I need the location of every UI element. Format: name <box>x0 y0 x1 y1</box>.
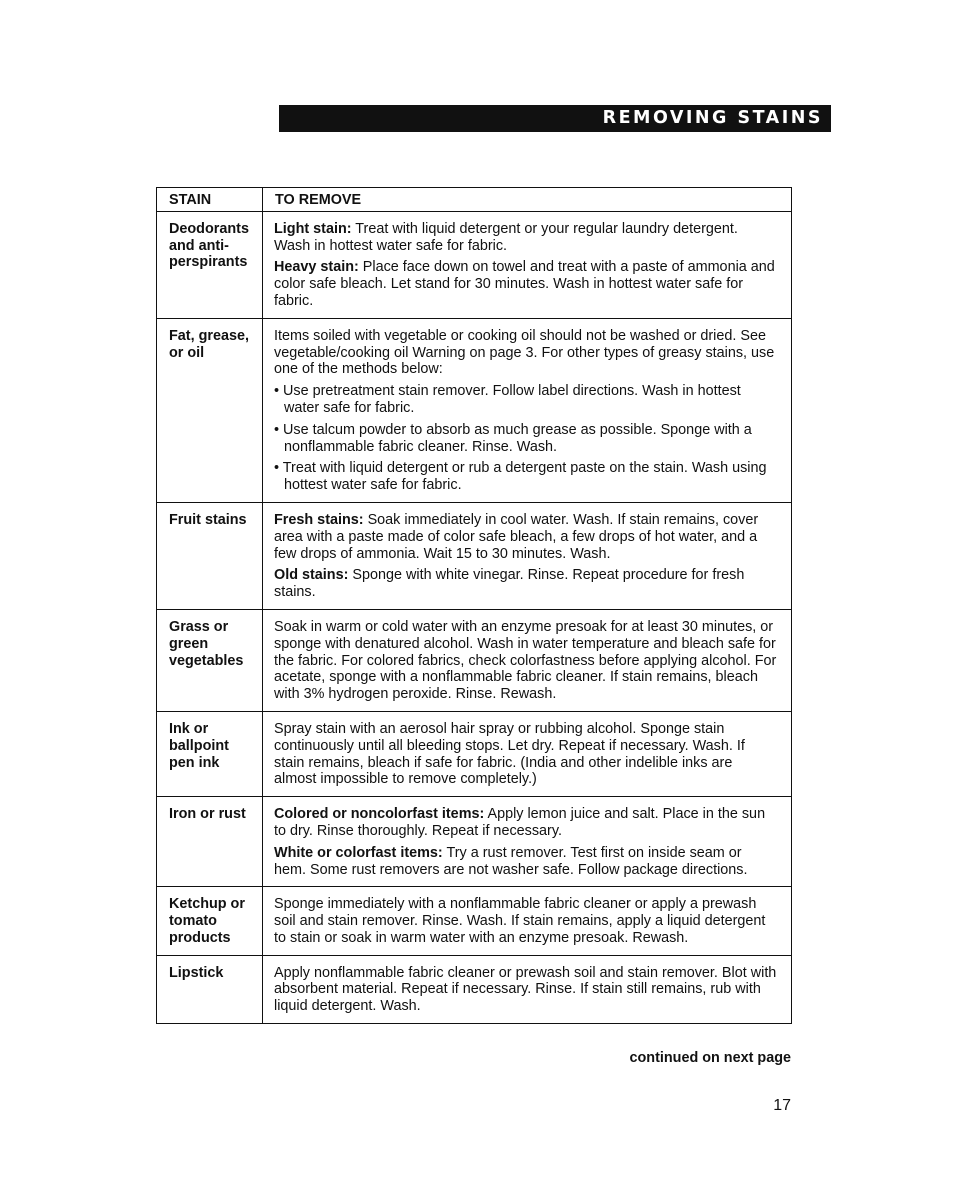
stain-removal-table <box>156 187 792 1024</box>
instruction-text: Try a rust remover. Test first on inside seam or hem. Some rust removers are not washer safe. Follow package directions. <box>274 844 748 878</box>
removal-instructions <box>263 502 792 609</box>
removal-instructions <box>263 887 792 955</box>
instruction-text: • Use talcum powder to absorb as much grease as possible. Sponge with a nonflammable fabric cleaner. Rinse. Wash. <box>274 421 752 455</box>
instruction-paragraph <box>274 383 777 417</box>
continued-note: continued on next page <box>629 1050 791 1066</box>
instruction-lead: Fresh stains: <box>274 511 364 528</box>
table-row <box>157 887 792 955</box>
instruction-paragraph <box>274 567 777 601</box>
instruction-text: Treat with liquid detergent or your regular laundry detergent. Wash in hottest water safe for fabric. <box>274 220 738 254</box>
instruction-text: Soak in warm or cold water with an enzyme presoak for at least 30 minutes, or sponge with denatured alcohol. Wash in water temperature and bleach safe for the fabric. For colored fabrics, check colorfastness before applying alcohol. For acetate, sponge with a nonflammable fabric cleaner. If stain remains, bleach with 3% hydrogen peroxide. Rinse. Rewash. <box>274 618 777 703</box>
instruction-paragraph <box>274 619 777 703</box>
table-row <box>157 711 792 796</box>
instruction-paragraph <box>274 512 777 562</box>
table-body <box>157 211 792 1023</box>
stain-name: Ink or ballpoint pen ink <box>157 711 263 796</box>
instruction-paragraph <box>274 721 777 788</box>
instruction-lead: Old stains: <box>274 567 349 584</box>
instruction-paragraph <box>274 845 777 879</box>
instruction-paragraph <box>274 328 777 378</box>
table-row <box>157 502 792 609</box>
instruction-text: Place face down on towel and treat with a paste of ammonia and color safe bleach. Let stand for 30 minutes. Wash in hottest water safe for fabric. <box>274 259 775 309</box>
stain-name: Lipstick <box>157 955 263 1023</box>
instruction-text: • Treat with liquid detergent or rub a detergent paste on the stain. Wash using hottest water safe for fabric. <box>274 460 767 494</box>
instruction-text: • Use pretreatment stain remover. Follow label directions. Wash in hottest water safe for fabric. <box>274 383 741 416</box>
stain-name: Ketchup or tomato products <box>157 887 263 955</box>
instruction-lead: Heavy stain: <box>274 259 359 276</box>
instruction-paragraph <box>274 896 777 946</box>
removal-instructions <box>263 955 792 1023</box>
instruction-lead: Light stain: <box>274 220 352 237</box>
instruction-paragraph <box>274 460 777 494</box>
table-row <box>157 955 792 1023</box>
stain-name: Grass or green vegetables <box>157 609 263 711</box>
section-title-banner: REMOVING STAINS <box>279 105 831 132</box>
stain-name: Iron or rust <box>157 797 263 887</box>
removal-instructions <box>263 318 792 502</box>
table-row <box>157 211 792 318</box>
instruction-text: Soak immediately in cool water. Wash. If stain remains, cover area with a paste made of color safe bleach, a few drops of hot water, and a few drops of ammonia. Wait 15 to 30 minutes. Wash. <box>274 511 759 562</box>
page-number: 17 <box>773 1097 791 1114</box>
instruction-paragraph <box>274 806 777 840</box>
table-row <box>157 797 792 887</box>
instruction-paragraph <box>274 422 777 456</box>
stain-name: Fruit stains <box>157 502 263 609</box>
removal-instructions <box>263 797 792 887</box>
column-header-stain: STAIN <box>157 188 263 212</box>
instruction-text: Sponge with white vinegar. Rinse. Repeat procedure for fresh stains. <box>274 567 745 601</box>
instruction-lead: Colored or noncolorfast items: <box>274 806 485 823</box>
instruction-paragraph <box>274 965 777 1015</box>
instruction-text: Apply lemon juice and salt. Place in the sun to dry. Rinse thoroughly. Repeat if necessary. <box>274 806 766 839</box>
instruction-paragraph <box>274 221 777 255</box>
instruction-text: Spray stain with an aerosol hair spray or rubbing alcohol. Sponge stain continuously until all bleeding stops. Let dry. Repeat if necessary. Wash. If stain remains, bleach if safe for fabric. (India and other indelible inks are almost impossible to remove completely.) <box>274 720 745 788</box>
table-header-row <box>157 188 792 212</box>
instruction-text: Apply nonflammable fabric cleaner or prewash soil and stain remover. Blot with absorbent material. Repeat if necessary. Rinse. If stain still remains, rub with liquid detergent. Wash. <box>274 964 777 1015</box>
column-header-to-remove: TO REMOVE <box>263 188 792 212</box>
instruction-lead: White or colorfast items: <box>274 844 443 861</box>
removal-instructions <box>263 211 792 318</box>
removal-instructions <box>263 609 792 711</box>
instruction-paragraph <box>274 259 777 309</box>
instruction-text: Sponge immediately with a nonflammable fabric cleaner or apply a prewash soil and stain remover. Rinse. Wash. If stain remains, apply a liquid detergent to stain or soak in warm water with an enzyme presoak. Rewash. <box>274 896 766 946</box>
stain-name: Deodorants and anti-perspirants <box>157 211 263 318</box>
stain-name: Fat, grease, or oil <box>157 318 263 502</box>
table-row <box>157 609 792 711</box>
removal-instructions <box>263 711 792 796</box>
table-row <box>157 318 792 502</box>
instruction-text: Items soiled with vegetable or cooking oil should not be washed or dried. See vegetable/cooking oil Warning on page 3. For other types of greasy stains, use one of the methods below: <box>274 327 775 378</box>
